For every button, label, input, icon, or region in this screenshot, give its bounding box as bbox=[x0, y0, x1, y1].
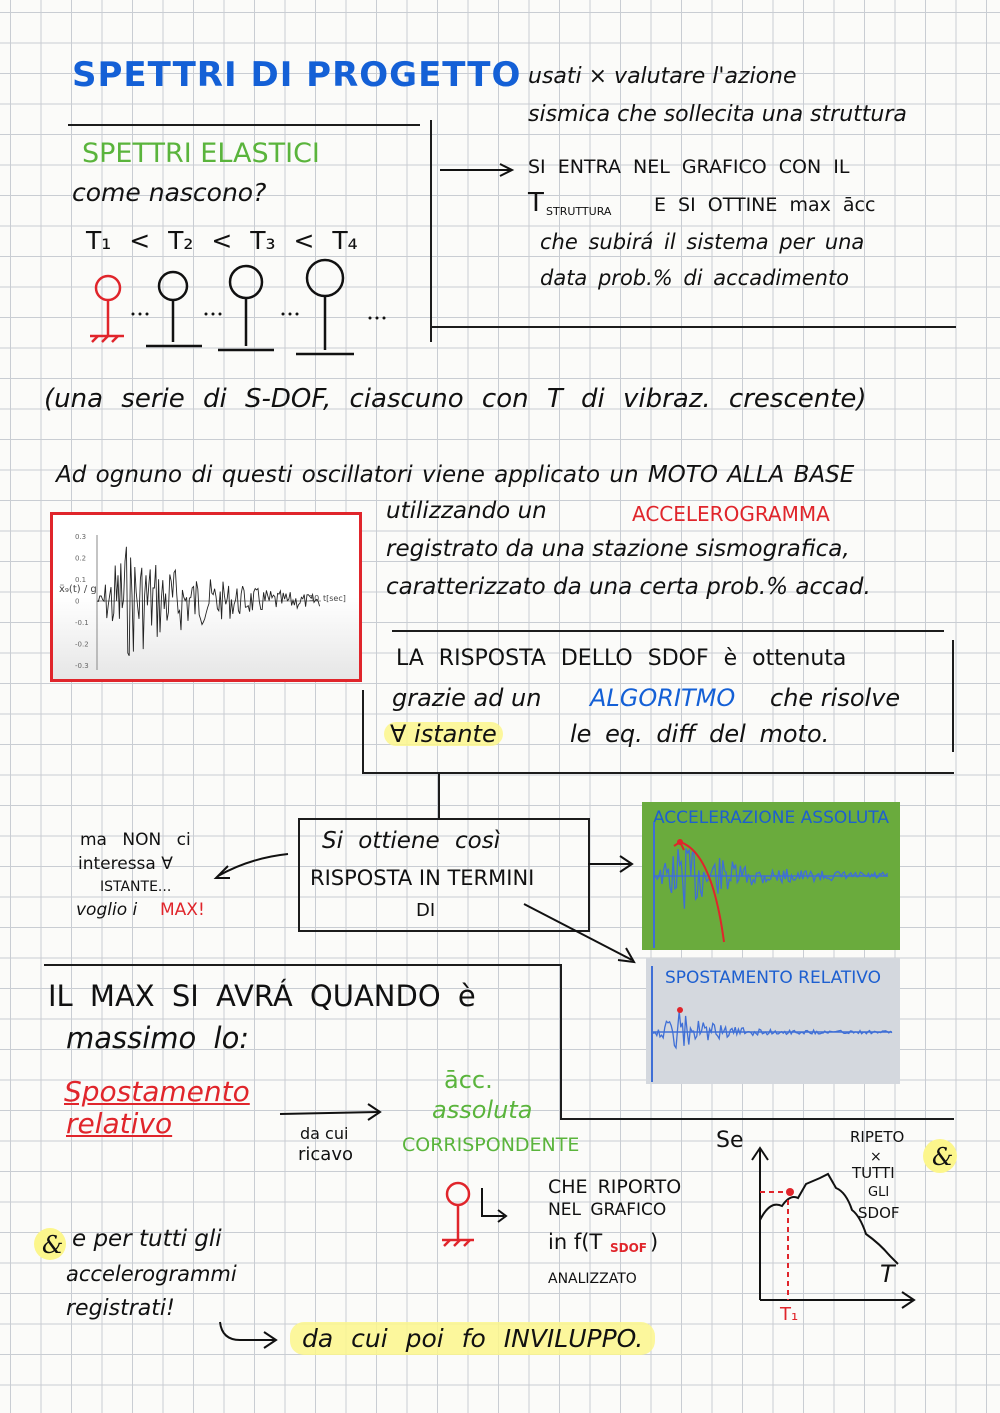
oscillator-3 bbox=[218, 266, 274, 350]
riporto-1: CHE RIPORTO bbox=[548, 1176, 682, 1198]
accelerogram-ytick: 0.3 bbox=[75, 533, 87, 541]
max-box-line-2: massimo lo: bbox=[66, 1021, 250, 1055]
accelerogram-ylabel: ẍ₉(t) / g bbox=[59, 584, 97, 595]
acc-assoluta-3: CORRISPONDENTE bbox=[402, 1134, 580, 1156]
relative-displacement-label-2: relativo bbox=[66, 1107, 173, 1140]
relative-displacement-panel bbox=[646, 958, 900, 1084]
ripeto-3: TUTTI bbox=[852, 1164, 895, 1182]
elastic-spectra-heading: SPETTRI ELASTICI bbox=[82, 138, 320, 169]
max-box-top-border bbox=[44, 964, 560, 966]
oscillator-4 bbox=[296, 260, 354, 354]
riporto-3sub: SDOF bbox=[610, 1241, 648, 1255]
oscillators-line-1: Ad ognuno di questi oscillatori viene applicato un MOTO ALLA BASE bbox=[56, 462, 855, 488]
intro-line-1: usati × valutare l'azione bbox=[528, 64, 797, 89]
box2-line-2a: grazie ad un bbox=[392, 684, 542, 712]
oscillator-2 bbox=[146, 272, 202, 346]
arrow-text-1: SI ENTRA NEL GRAFICO CON IL bbox=[528, 156, 850, 178]
max-box-right-border bbox=[560, 964, 562, 1120]
oscillators-line-3: registrato da una stazione sismografica, bbox=[386, 536, 850, 562]
svg-text:&: & bbox=[42, 1231, 64, 1259]
ripeto-2: × bbox=[870, 1149, 882, 1165]
box2-top-border bbox=[392, 630, 944, 632]
arrow-text-4: data prob.% di accadimento bbox=[540, 266, 850, 290]
accelerogram-xlabel: t[sec] bbox=[323, 594, 346, 603]
box1-bottom-border bbox=[432, 326, 956, 328]
ripeto-1: RIPETO bbox=[850, 1128, 905, 1146]
asterisk-mark-right bbox=[920, 1136, 960, 1176]
box1-right-border bbox=[430, 120, 432, 342]
accelerogram-ytick: 0.2 bbox=[75, 554, 87, 563]
algorithm-label: ALGORITMO bbox=[590, 684, 736, 712]
intro-line-2: sismica che sollecita una struttura bbox=[528, 102, 907, 127]
connector-line bbox=[438, 774, 440, 820]
accelerogram-ytick: 0.1 bbox=[75, 576, 87, 584]
spectrum-ylabel: Se bbox=[716, 1128, 744, 1153]
oscillators-line-4: caratterizzato da una certa prob.% accad. bbox=[386, 574, 871, 600]
box2-line-3b: le eq. diff del moto. bbox=[570, 720, 830, 748]
oscillator-1 bbox=[90, 276, 124, 342]
riporto-4: ANALIZZATO bbox=[548, 1271, 637, 1287]
arrow-right-1 bbox=[440, 160, 520, 180]
riporto-2: NEL GRAFICO bbox=[548, 1200, 667, 1220]
absolute-acceleration-plot bbox=[642, 802, 900, 950]
arrow-text-2b: E SI OTTINE max ācc bbox=[654, 194, 876, 216]
every-instant-highlight: ∀ istante bbox=[384, 722, 503, 746]
max-label: MAX! bbox=[160, 900, 205, 920]
accelerogram-label: ACCELEROGRAMMA bbox=[632, 502, 830, 526]
footnote-3: registrati! bbox=[66, 1296, 175, 1321]
asterisk-mark-left bbox=[30, 1224, 70, 1264]
footnote-2: accelerogrammi bbox=[66, 1262, 237, 1286]
ripeto-4: GLI bbox=[868, 1185, 890, 1200]
accelerogram-image bbox=[50, 512, 362, 682]
side-note-2: interessa ∀ bbox=[78, 854, 173, 874]
box2-line-2c: che risolve bbox=[770, 684, 901, 712]
box3-line-1: Si ottiene così bbox=[322, 828, 501, 854]
ripeto-5: SDOF bbox=[858, 1204, 900, 1222]
relative-displacement-plot bbox=[646, 958, 900, 1084]
oscillators-line-2a: utilizzando un bbox=[386, 498, 547, 524]
sdof-oscillators-sketch bbox=[78, 262, 418, 362]
spectrum-xlabel: T bbox=[880, 1260, 895, 1288]
footnote-1: e per tutti gli bbox=[72, 1226, 222, 1252]
acc-assoluta-2: assoluta bbox=[432, 1096, 533, 1124]
side-note-3: ISTANTE... bbox=[100, 879, 172, 895]
riporto-3a: in f(T bbox=[548, 1230, 603, 1254]
periods-inequality: T₁ < T₂ < T₃ < T₄ bbox=[86, 226, 358, 255]
svg-text:&: & bbox=[932, 1143, 954, 1171]
box3-line-3: DI bbox=[416, 900, 436, 921]
accelerogram-ytick: -0.1 bbox=[75, 619, 89, 627]
side-note-1: ma NON ci bbox=[80, 830, 191, 850]
accelerogram-ytick: -0.3 bbox=[75, 662, 89, 670]
page-title: SPETTRI DI PROGETTO bbox=[72, 55, 522, 95]
how-born-question: come nascono? bbox=[72, 178, 267, 207]
box1-top-border bbox=[68, 124, 420, 126]
arrow-to-side-note bbox=[210, 848, 290, 888]
relative-displacement-title: SPOSTAMENTO RELATIVO bbox=[664, 968, 882, 988]
max-box-bottom-border bbox=[560, 1118, 954, 1120]
box3-line-2: RISPOSTA IN TERMINI bbox=[310, 866, 535, 890]
accelerogram-ytick: 0 bbox=[75, 597, 80, 606]
accelerogram-ytick: -0.2 bbox=[75, 640, 89, 649]
arrow-text-3: che subirá il sistema per una bbox=[540, 230, 865, 254]
small-oscillator-sketch bbox=[440, 1178, 520, 1258]
accelerogram-xtick: 30 bbox=[309, 594, 320, 603]
acc-assoluta-1: ācc. bbox=[444, 1066, 493, 1094]
relative-displacement-label-1: Spostamento bbox=[64, 1075, 250, 1108]
box2-line-1: LA RISPOSTA DELLO SDOF è ottenuta bbox=[396, 646, 847, 671]
absolute-acceleration-title: ACCELERAZIONE ASSOLUTA bbox=[652, 808, 890, 828]
dots bbox=[132, 313, 386, 320]
spectrum-marker: T₁ bbox=[780, 1304, 799, 1325]
da-cui-2: ricavo bbox=[298, 1144, 353, 1165]
riporto-3b: ) bbox=[650, 1230, 659, 1254]
da-cui-1: da cui bbox=[300, 1124, 349, 1143]
arrow-text-2sub: STRUTTURA bbox=[546, 205, 612, 218]
envelope-highlight: da cui poi fo INVILUPPO. bbox=[290, 1322, 655, 1355]
absolute-acceleration-panel bbox=[642, 802, 900, 950]
box2-right-border bbox=[952, 640, 954, 752]
box2-left-border bbox=[362, 690, 364, 772]
box2-bottom-border bbox=[362, 772, 954, 774]
sdof-series-note: (una serie di S-DOF, ciascuno con T di vibraz. crescente) bbox=[44, 384, 867, 414]
arrow-text-2a: T bbox=[528, 188, 544, 218]
arrow-right-3 bbox=[216, 1320, 286, 1350]
max-box-line-1: IL MAX SI AVRÁ QUANDO è bbox=[48, 979, 476, 1013]
side-note-4a: voglio i bbox=[76, 900, 138, 920]
arrow-right-2 bbox=[280, 1100, 390, 1124]
